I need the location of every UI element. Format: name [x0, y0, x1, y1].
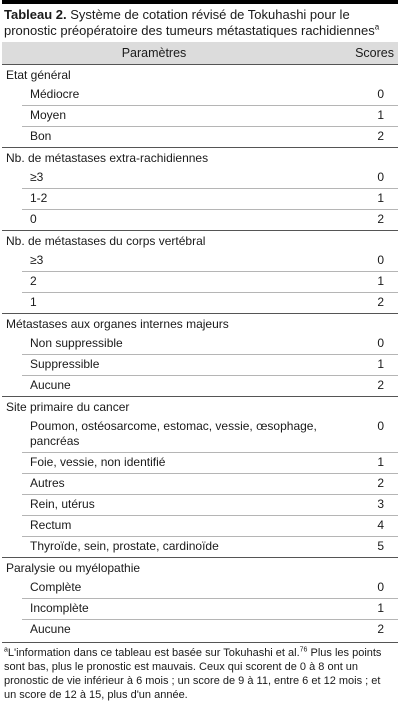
table-row: [22, 598, 398, 619]
table-caption: [2, 0, 398, 39]
row-score: 3: [377, 497, 384, 511]
table-row: [22, 292, 398, 313]
header-parametres: Paramètres: [121, 46, 187, 60]
row-score: 0: [377, 419, 384, 433]
table-row: [22, 271, 398, 292]
table-row: [22, 536, 398, 557]
table-row: [22, 515, 398, 536]
row-score: 0: [377, 336, 384, 350]
row-score: 0: [377, 580, 384, 594]
table-row: [22, 251, 398, 271]
row-score: 2: [377, 476, 384, 490]
row-score: 1: [377, 601, 384, 615]
group-rows: [2, 251, 398, 313]
group-title: Nb. de métastases extra-rachidiennes: [6, 151, 209, 165]
table-section: [2, 64, 398, 147]
caption-footnote-marker: a: [374, 22, 380, 32]
table-section: [2, 313, 398, 396]
group-title: Paralysie ou myélopathie: [6, 561, 141, 575]
table-footnote: [2, 642, 398, 702]
table-row: [22, 619, 398, 640]
row-score: 0: [377, 87, 384, 101]
table-row: [22, 452, 398, 473]
row-score: 1: [377, 357, 384, 371]
row-label: Aucune: [30, 378, 71, 392]
table-section: [2, 147, 398, 230]
row-score: 2: [377, 129, 384, 143]
table-row: [22, 105, 398, 126]
footnote-text-1: L'information dans ce tableau est basée sur Tokuhashi et al.: [7, 647, 300, 659]
footnote-text-2: Plus les points sont bas, plus le pronostic est mauvais. Ceux qui scorent de 0 à 8 ont un pronostic de vie inférieur à 6 mois ; un score de 9 à 11, entre 6 et 12 mois ; et un score de 12 à 15, plus d'un année.: [4, 647, 382, 701]
table-row: [22, 473, 398, 494]
row-score: 2: [377, 295, 384, 309]
row-score: 0: [377, 253, 384, 267]
caption-text: Système de cotation révisé de Tokuhashi pour le pronostic préopératoire des tumeurs métastatiques rachidiennes: [4, 7, 375, 38]
header-scores: Scores: [355, 46, 394, 60]
row-label: ≥3: [30, 170, 44, 184]
footnote-marker: a: [4, 646, 8, 654]
row-score: 2: [377, 212, 384, 226]
row-label: Incomplète: [30, 601, 89, 615]
group-rows: [2, 168, 398, 230]
caption-label: Tableau 2.: [4, 7, 67, 22]
row-label: Médiocre: [30, 87, 80, 101]
row-label: ≥3: [30, 253, 44, 267]
group-rows: [2, 334, 398, 396]
row-label: 1: [30, 295, 37, 309]
table-row: [22, 354, 398, 375]
row-score: 5: [377, 539, 384, 553]
table-section: [2, 396, 398, 557]
table-row: [22, 494, 398, 515]
row-score: 1: [377, 108, 384, 122]
row-label: Rectum: [30, 518, 72, 532]
row-score: 4: [377, 518, 384, 532]
row-score: 0: [377, 170, 384, 184]
table-header: [2, 42, 398, 64]
table-section: [2, 230, 398, 313]
group-title: Métastases aux organes internes majeurs: [6, 317, 229, 331]
table-section: [2, 557, 398, 640]
table-row: [22, 334, 398, 354]
table-row: [22, 209, 398, 230]
table-row: [22, 168, 398, 188]
table-row: [22, 417, 398, 452]
row-label: Complète: [30, 580, 82, 594]
row-label: Rein, utérus: [30, 497, 95, 511]
row-label: Autres: [30, 476, 65, 490]
group-rows: [2, 417, 398, 557]
table-row: [22, 578, 398, 598]
table-row: [22, 85, 398, 105]
table-body: [2, 64, 398, 640]
row-score: 1: [377, 274, 384, 288]
row-label: 0: [30, 212, 37, 226]
row-label: Poumon, ostéosarcome, estomac, vessie, œsophage, pancréas: [30, 419, 317, 448]
row-score: 2: [377, 378, 384, 392]
row-label: Foie, vessie, non identifié: [30, 455, 166, 469]
row-label: Thyroïde, sein, prostate, cardinoïde: [30, 539, 219, 553]
group-title: Etat général: [6, 68, 71, 82]
group-title: Site primaire du cancer: [6, 400, 130, 414]
row-score: 2: [377, 622, 384, 636]
table-row: [22, 375, 398, 396]
footnote-reference: 76: [299, 646, 308, 654]
group-rows: [2, 578, 398, 640]
row-label: Aucune: [30, 622, 71, 636]
row-label: Bon: [30, 129, 52, 143]
group-title: Nb. de métastases du corps vertébral: [6, 234, 206, 248]
row-label: Non suppressible: [30, 336, 123, 350]
row-label: 2: [30, 274, 37, 288]
row-label: Moyen: [30, 108, 67, 122]
row-label: Suppressible: [30, 357, 100, 371]
table-row: [22, 188, 398, 209]
row-score: 1: [377, 191, 384, 205]
row-score: 1: [377, 455, 384, 469]
row-label: 1-2: [30, 191, 48, 205]
table-row: [22, 126, 398, 147]
group-rows: [2, 85, 398, 147]
